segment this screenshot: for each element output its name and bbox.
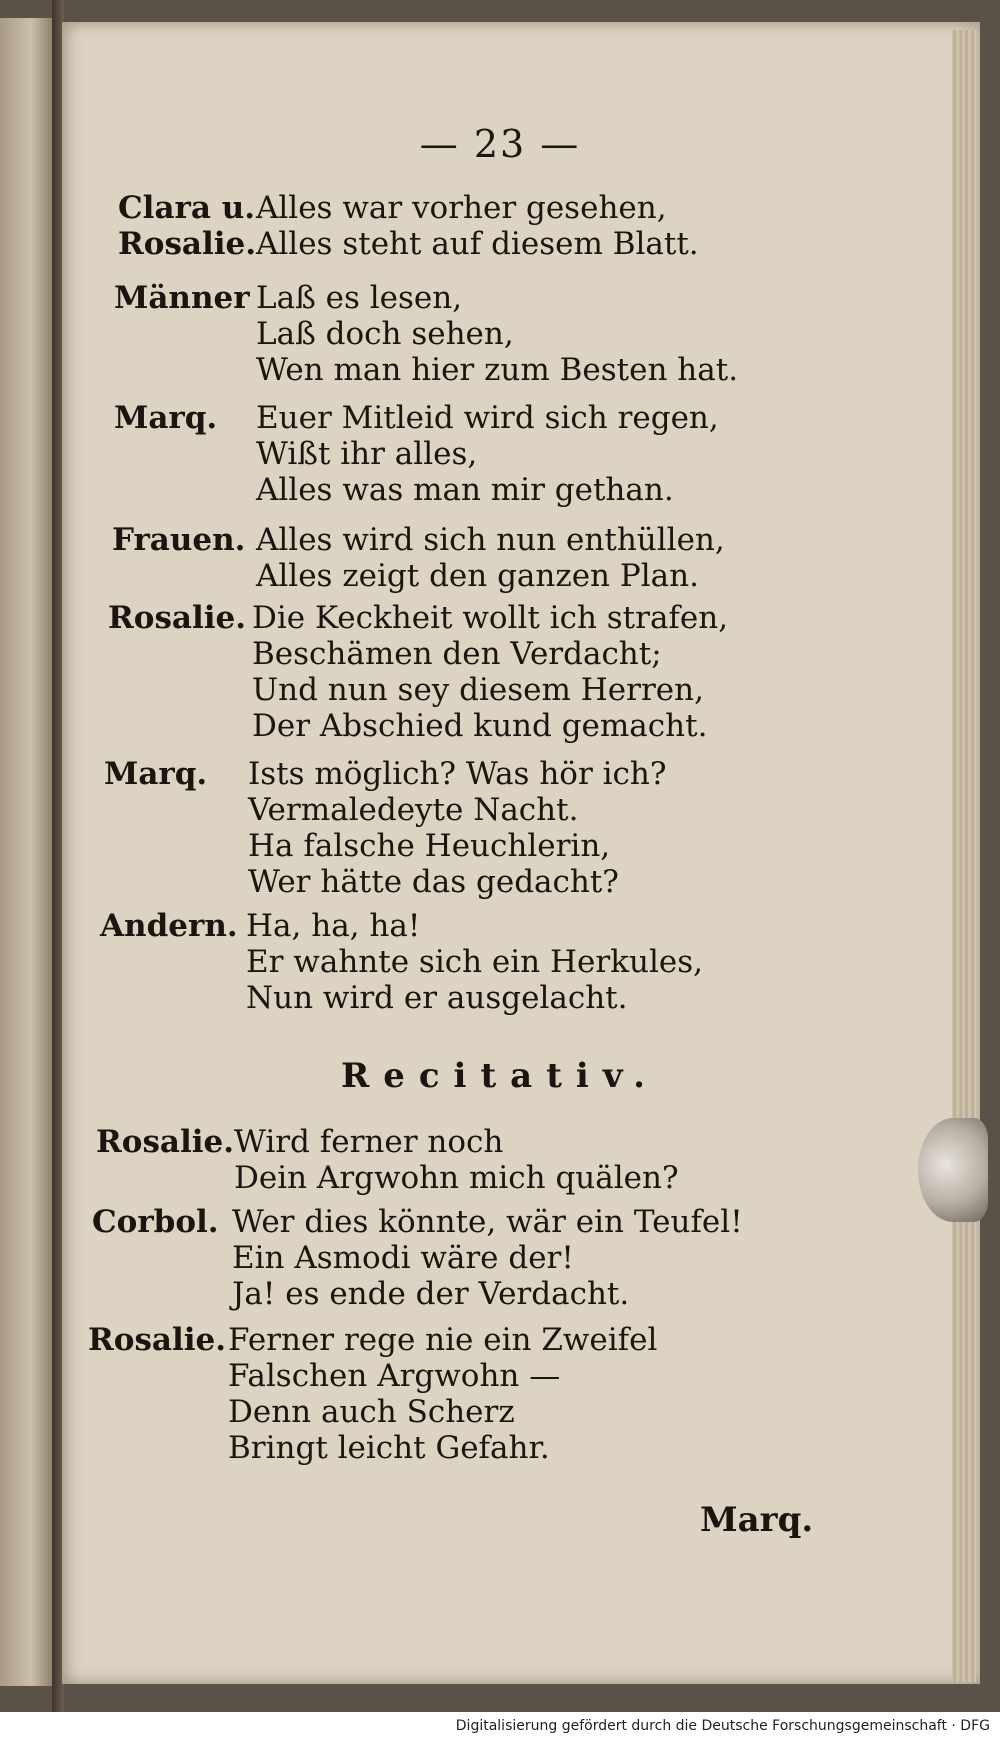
verse-text: Wer hätte das gedacht? xyxy=(248,864,619,900)
verse-text: Bringt leicht Gefahr. xyxy=(228,1430,550,1466)
dialogue-block xyxy=(0,280,738,388)
verse-line xyxy=(0,226,699,262)
verse-line xyxy=(0,828,667,864)
page-stack-edge xyxy=(952,30,976,1682)
verse-text: Ists möglich? Was hör ich? xyxy=(248,756,667,792)
verse-line xyxy=(0,980,703,1016)
verse-line xyxy=(0,1322,657,1358)
dialogue-block xyxy=(0,190,699,262)
verse-text: Ein Asmodi wäre der! xyxy=(232,1240,574,1276)
verse-text: Euer Mitleid wird sich regen, xyxy=(256,400,719,436)
verse-text: Er wahnte sich ein Herkules, xyxy=(246,944,703,980)
speaker-label: Clara u. xyxy=(118,190,256,226)
verse-text: Alles was man mir gethan. xyxy=(256,472,674,508)
verse-text: Nun wird er ausgelacht. xyxy=(246,980,628,1016)
verse-line xyxy=(0,190,699,226)
speaker-label: Marq. xyxy=(114,400,218,436)
verse-text: Ha, ha, ha! xyxy=(246,908,421,944)
verse-line xyxy=(0,1160,679,1196)
verse-text: Wer dies könnte, wär ein Teufel! xyxy=(232,1204,743,1240)
verse-line xyxy=(0,522,725,558)
dialogue-block xyxy=(0,1322,657,1466)
verse-line xyxy=(0,1430,657,1466)
verse-line xyxy=(0,1276,743,1312)
speaker-label: Andern. xyxy=(100,908,238,944)
footer-credit: Digitalisierung gefördert durch die Deutsche Forschungsgemeinschaft · DFG xyxy=(0,1712,1000,1740)
verse-text: Alles steht auf diesem Blatt. xyxy=(256,226,699,262)
dialogue-block xyxy=(0,908,703,1016)
dialogue-block xyxy=(0,1124,679,1196)
verse-text: Laß es lesen, xyxy=(256,280,463,316)
verse-text: Wißt ihr alles, xyxy=(256,436,478,472)
section-heading: Recitativ. xyxy=(340,1056,660,1096)
verse-line xyxy=(0,864,667,900)
speaker-label: Männer xyxy=(114,280,250,316)
page-number: — 23 — xyxy=(419,122,581,166)
verse-line xyxy=(0,636,728,672)
speaker-label: Rosalie. xyxy=(108,600,247,636)
verse-text: Ja! es ende der Verdacht. xyxy=(232,1276,630,1312)
verse-line xyxy=(0,1124,679,1160)
verse-line xyxy=(0,400,719,436)
verse-line xyxy=(0,944,703,980)
dialogue-block xyxy=(0,600,728,744)
verse-line xyxy=(0,908,703,944)
catchword: Marq. xyxy=(700,1500,814,1540)
verse-line xyxy=(0,558,725,594)
verse-text: Alles war vorher gesehen, xyxy=(256,190,667,226)
verse-text: Ha falsche Heuchlerin, xyxy=(248,828,611,864)
dialogue-block xyxy=(0,400,719,508)
dialogue-block xyxy=(0,756,667,900)
verse-text: Und nun sey diesem Herren, xyxy=(252,672,704,708)
verse-text: Dein Argwohn mich quälen? xyxy=(234,1160,679,1196)
verse-text: Alles wird sich nun enthüllen, xyxy=(256,522,725,558)
verse-line xyxy=(0,756,667,792)
verse-line xyxy=(0,672,728,708)
speaker-label: Frauen. xyxy=(112,522,246,558)
verse-line xyxy=(0,1240,743,1276)
book-clip xyxy=(918,1118,988,1222)
dialogue-block xyxy=(0,522,725,594)
verse-text: Ferner rege nie ein Zweifel xyxy=(228,1322,658,1358)
speaker-label: Rosalie. xyxy=(96,1124,235,1160)
verse-text: Die Keckheit wollt ich strafen, xyxy=(252,600,729,636)
verse-line xyxy=(0,316,738,352)
speaker-label: Rosalie. xyxy=(88,1322,227,1358)
verse-line xyxy=(0,1358,657,1394)
dialogue-block xyxy=(0,1204,743,1312)
verse-text: Vermaledeyte Nacht. xyxy=(248,792,579,828)
verse-text: Wird ferner noch xyxy=(234,1124,504,1160)
verse-line xyxy=(0,436,719,472)
speaker-label: Marq. xyxy=(104,756,208,792)
verse-text: Laß doch sehen, xyxy=(256,316,514,352)
verse-line xyxy=(0,600,728,636)
verse-text: Denn auch Scherz xyxy=(228,1394,515,1430)
verse-line xyxy=(0,352,738,388)
speaker-label: Rosalie. xyxy=(118,226,257,262)
speaker-label: Corbol. xyxy=(92,1204,219,1240)
verse-text: Beschämen den Verdacht; xyxy=(252,636,662,672)
verse-text: Wen man hier zum Besten hat. xyxy=(256,352,739,388)
verse-line xyxy=(0,280,738,316)
verse-text: Alles zeigt den ganzen Plan. xyxy=(256,558,699,594)
verse-text: Falschen Argwohn — xyxy=(228,1358,561,1394)
verse-line xyxy=(0,1394,657,1430)
verse-line xyxy=(0,708,728,744)
verse-text: Der Abschied kund gemacht. xyxy=(252,708,708,744)
verse-line xyxy=(0,792,667,828)
verse-line xyxy=(0,472,719,508)
verse-line xyxy=(0,1204,743,1240)
